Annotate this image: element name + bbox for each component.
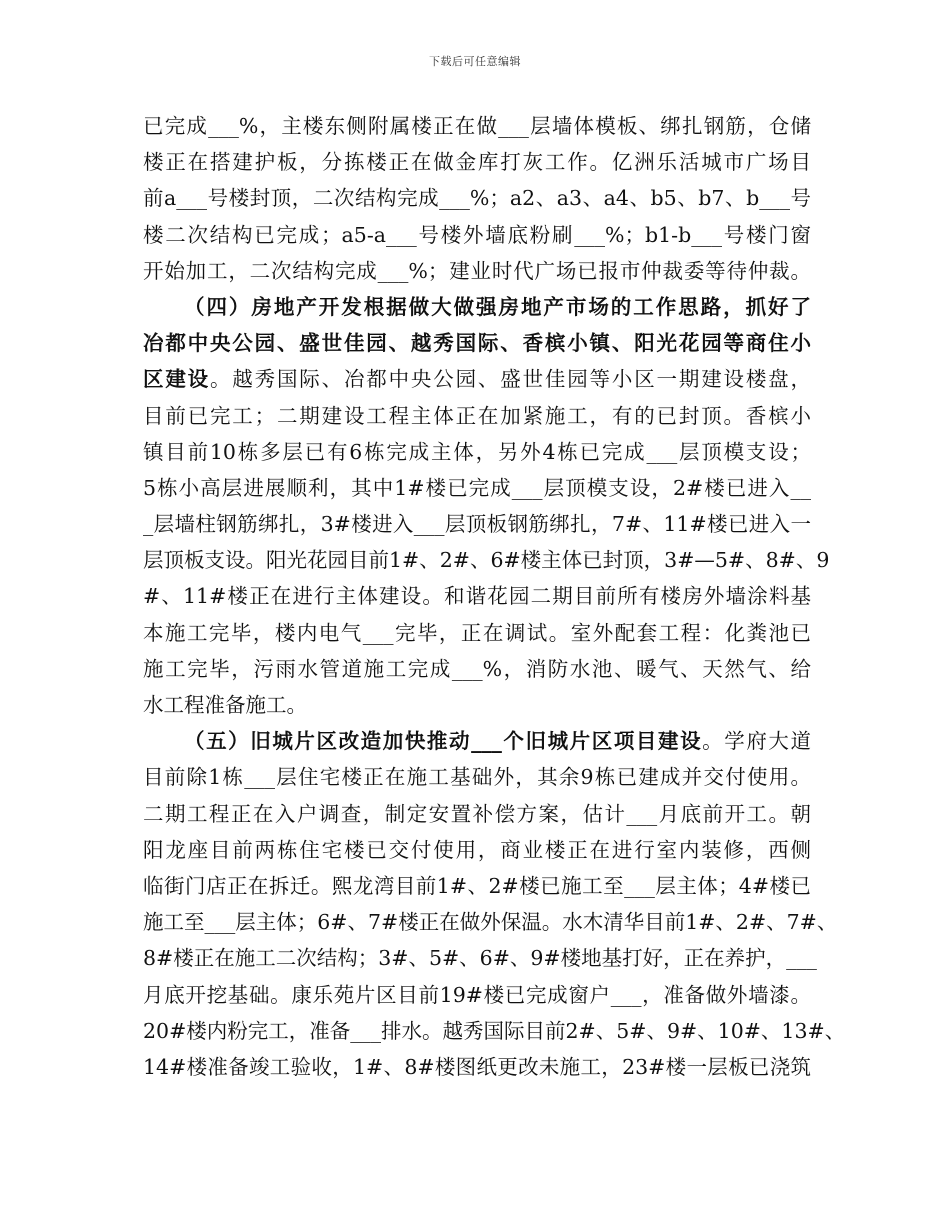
text-line xyxy=(143,542,830,578)
text-line xyxy=(143,578,811,614)
text-line xyxy=(143,108,811,144)
text-segment: 楼二次结构已完成；a5-a___号楼外墙底粉刷___%；b1-b___号楼门窗 xyxy=(143,222,811,247)
text-segment: 临街门店正在拆迁。熙龙湾目前1#、2#楼已施工至___层主体；4#楼已 xyxy=(143,873,811,898)
text-line xyxy=(143,180,811,216)
text-segment: 月底开挖基础。康乐苑片区目前19#楼已完成窗户___，准备做外墙漆。 xyxy=(143,982,811,1007)
text-segment: 施工完毕，污雨水管道施工完成___%，消防水池、暖气、天然气、给 xyxy=(143,656,811,681)
page-header: 下载后可任意编辑 xyxy=(429,55,521,68)
text-segment: 前a___号楼封顶，二次结构完成___%；a2、a3、a4、b5、b7、b___号 xyxy=(143,186,811,211)
document-body xyxy=(143,108,846,1085)
text-segment: 施工至___层主体；6#、7#楼正在做外保温。水木清华目前1#、2#、7#、 xyxy=(143,910,838,935)
bold-text-segment: （五）旧城片区改造加快推动___个旧城片区项目建设 xyxy=(184,729,703,754)
text-line xyxy=(143,325,811,361)
text-line xyxy=(143,398,811,434)
text-segment: 20#楼内粉完工，准备___排水。越秀国际目前2#、5#、9#、10#、13#、 xyxy=(143,1018,846,1043)
text-segment: 。学府大道 xyxy=(702,729,812,754)
text-segment: 水工程准备施工。 xyxy=(143,693,307,717)
text-segment: 5栋小高层进展顺利，其中1#楼已完成___层顶模支设，2#楼已进入__ xyxy=(143,475,811,500)
text-segment: 楼正在搭建护板，分拣楼正在做金库打灰工作。亿洲乐活城市广场目 xyxy=(143,150,811,175)
text-line xyxy=(143,434,811,470)
text-line xyxy=(143,651,811,687)
text-line xyxy=(143,470,811,506)
text-line xyxy=(143,832,811,868)
text-line xyxy=(143,506,811,542)
text-segment: 镇目前10栋多层已有6栋完成主体，另外4栋已完成___层顶模支设； xyxy=(143,439,811,464)
text-line xyxy=(143,904,838,940)
text-segment: 二期工程正在入户调查，制定安置补偿方案，估计___月底前开工。朝 xyxy=(143,801,811,826)
text-line xyxy=(143,615,811,651)
text-line xyxy=(143,217,811,253)
text-line xyxy=(143,144,811,180)
text-segment: 目前已完工；二期建设工程主体正在加紧施工，有的已封顶。香槟小 xyxy=(143,403,811,428)
text-line xyxy=(143,289,811,325)
text-line xyxy=(143,1013,846,1049)
text-segment: 14#楼准备竣工验收，1#、8#楼图纸更改未施工，23#楼一层板已浇筑 xyxy=(143,1054,811,1079)
text-segment: 目前除1栋___层住宅楼正在施工基础外，其余9栋已建成并交付使用。 xyxy=(143,765,811,790)
text-line xyxy=(143,868,811,904)
text-segment: 阳龙座目前两栋住宅楼已交付使用，商业楼正在进行室内装修，西侧 xyxy=(143,837,811,862)
text-segment: 开始加工，二次结构完成___%；建业时代广场已报市仲裁委等待仲裁。 xyxy=(143,258,811,283)
text-line xyxy=(143,723,811,759)
text-line xyxy=(143,759,811,795)
text-segment: 。越秀国际、冶都中央公园、盛世佳园等小区一期建设楼盘， xyxy=(209,367,811,392)
text-line xyxy=(143,796,811,832)
bold-text-segment: 冶都中央公园、盛世佳园、越秀国际、香槟小镇、阳光花园等商住小 xyxy=(143,331,811,356)
text-line xyxy=(143,253,811,289)
text-line xyxy=(143,687,811,723)
text-segment: _层墙柱钢筋绑扎，3#楼进入___层顶板钢筋绑扎，7#、11#楼已进入一 xyxy=(143,512,811,537)
bold-text-segment: （四）房地产开发根据做大做强房地产市场的工作思路，抓好了 xyxy=(184,294,811,319)
text-segment: 8#楼正在施工二次结构；3#、5#、6#、9#楼地基打好，正在养护，___ xyxy=(143,946,817,971)
text-segment: 层顶板支设。阳光花园目前1#、2#、6#楼主体已封顶，3#—5#、8#、9 xyxy=(143,548,830,573)
text-line xyxy=(143,361,811,397)
text-line xyxy=(143,977,811,1013)
text-segment: 已完成___%，主楼东侧附属楼正在做___层墙体模板、绑扎钢筋，仓储 xyxy=(143,114,811,138)
text-line xyxy=(143,1049,811,1085)
text-segment: #、11#楼正在进行主体建设。和谐花园二期目前所有楼房外墙涂料基 xyxy=(143,584,811,609)
bold-text-segment: 区建设 xyxy=(143,367,210,392)
text-line xyxy=(143,940,817,976)
text-segment: 本施工完毕，楼内电气___完毕，正在调试。室外配套工程：化粪池已 xyxy=(143,620,811,645)
